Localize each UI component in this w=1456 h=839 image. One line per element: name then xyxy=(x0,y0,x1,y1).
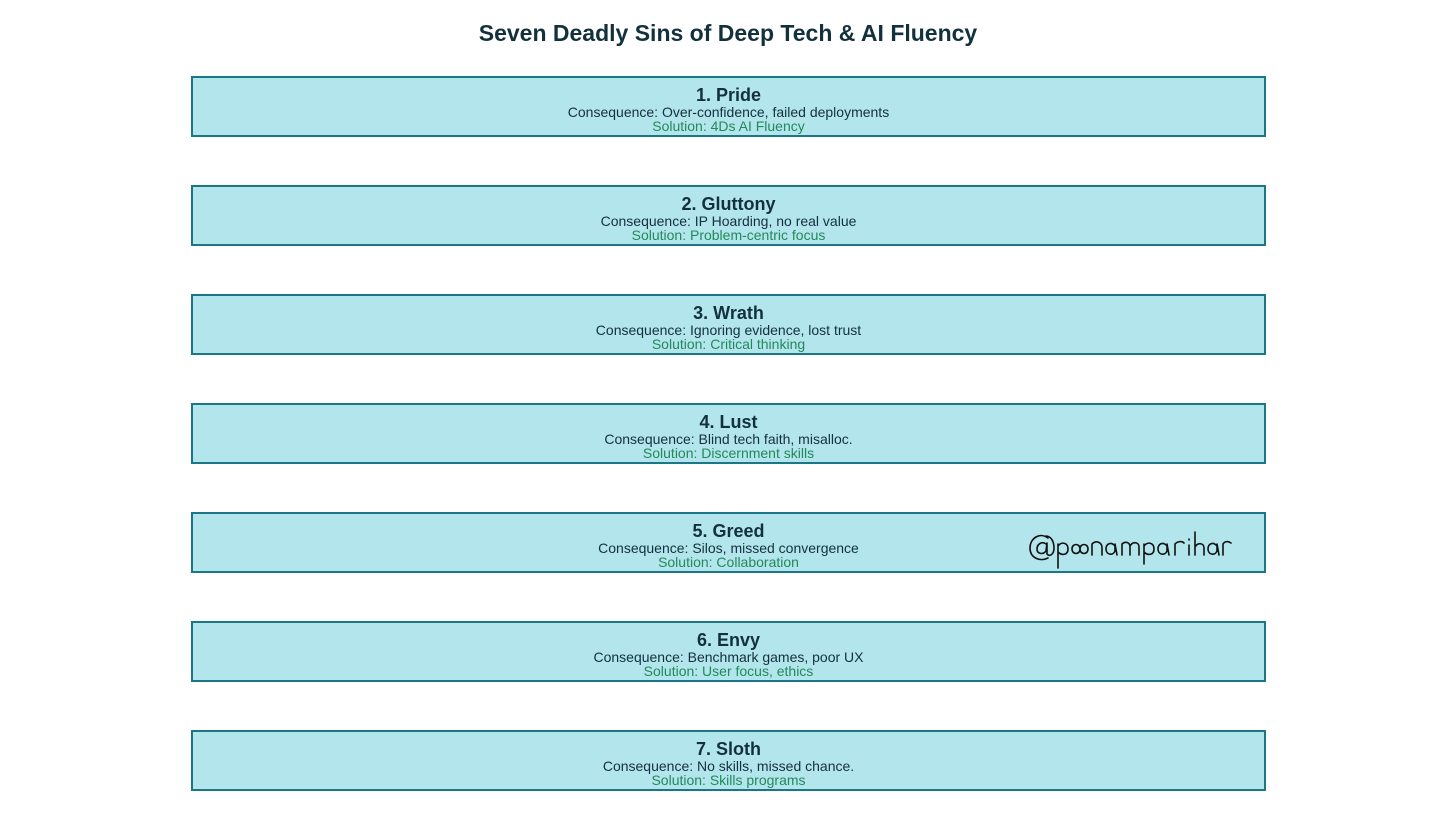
sin-box-wrath xyxy=(191,294,1266,355)
sin-solution: Solution: 4Ds AI Fluency xyxy=(652,118,805,134)
sin-box-sloth xyxy=(191,730,1266,791)
sin-consequence: Consequence: Benchmark games, poor UX xyxy=(593,649,864,665)
sin-solution: Solution: Discernment skills xyxy=(642,445,815,461)
sin-title: 3. Wrath xyxy=(693,303,764,323)
sin-solution: Solution: User focus, ethics xyxy=(643,663,814,679)
sin-consequence: Consequence: Silos, missed convergence xyxy=(598,540,859,556)
sin-solution: Solution: Problem-centric focus xyxy=(631,227,826,243)
sin-box-pride xyxy=(191,76,1266,137)
sin-title: 5. Greed xyxy=(692,521,765,541)
sin-title: 6. Envy xyxy=(696,630,761,650)
sin-consequence: Consequence: IP Hoarding, no real value xyxy=(600,213,857,229)
sin-solution: Solution: Collaboration xyxy=(658,554,799,570)
sin-title: 2. Gluttony xyxy=(681,194,776,214)
sin-solution: Solution: Critical thinking xyxy=(651,336,806,352)
sin-solution: Solution: Skills programs xyxy=(651,772,806,788)
sin-box-envy xyxy=(191,621,1266,682)
sin-title: 1. Pride xyxy=(695,85,762,105)
sin-box-gluttony xyxy=(191,185,1266,246)
sin-consequence: Consequence: Over-confidence, failed deployments xyxy=(567,104,890,120)
sin-title: 7. Sloth xyxy=(695,739,761,759)
sin-title: 4. Lust xyxy=(699,412,758,432)
sin-box-lust xyxy=(191,403,1266,464)
sin-consequence: Consequence: Ignoring evidence, lost trust xyxy=(595,322,862,338)
sin-list xyxy=(191,76,1266,839)
page-title: Seven Deadly Sins of Deep Tech & AI Fluency xyxy=(478,20,978,46)
sin-consequence: Consequence: Blind tech faith, misalloc. xyxy=(604,431,853,447)
sin-consequence: Consequence: No skills, missed chance. xyxy=(602,758,855,774)
signature-icon xyxy=(1026,524,1232,570)
